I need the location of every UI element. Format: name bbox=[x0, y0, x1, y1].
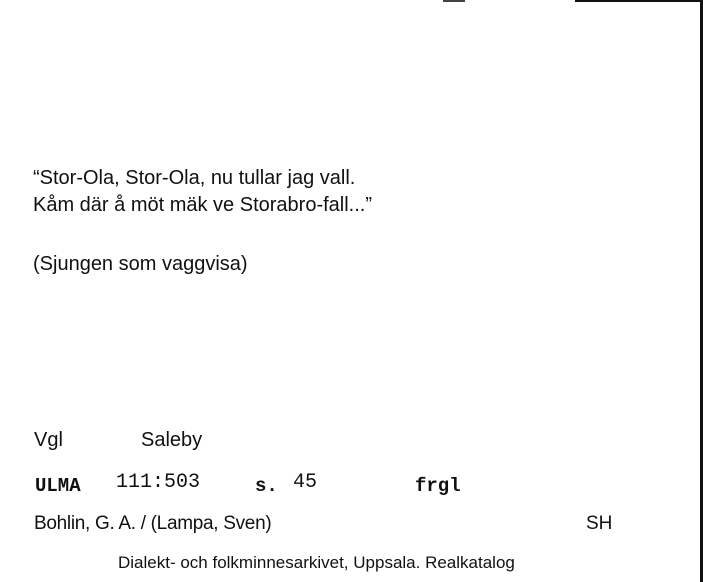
verse-line-2: Kåm där å möt mäk ve Storabro-fall...” bbox=[33, 194, 373, 216]
province-code: Vgl bbox=[34, 429, 63, 451]
parish-name: Saleby bbox=[141, 429, 203, 451]
performance-note: (Sjungen som vaggvisa) bbox=[33, 253, 248, 275]
accession-number: 111:503 bbox=[116, 471, 201, 494]
page-number: 45 bbox=[293, 471, 318, 494]
cataloger-signature: SH bbox=[586, 513, 613, 534]
page-label: s. bbox=[255, 475, 278, 497]
archive-code: ULMA bbox=[35, 475, 81, 497]
collector-name: Bohlin, G. A. / (Lampa, Sven) bbox=[34, 513, 272, 534]
card-top-edge-fragment bbox=[443, 0, 465, 2]
archive-footer: Dialekt- och folkminnesarkivet, Uppsala. Realkatalog bbox=[118, 553, 515, 572]
verse-line-1: “Stor-Ola, Stor-Ola, nu tullar jag vall. bbox=[33, 167, 356, 189]
card-top-edge bbox=[575, 0, 703, 2]
category-code: frgl bbox=[415, 475, 461, 497]
